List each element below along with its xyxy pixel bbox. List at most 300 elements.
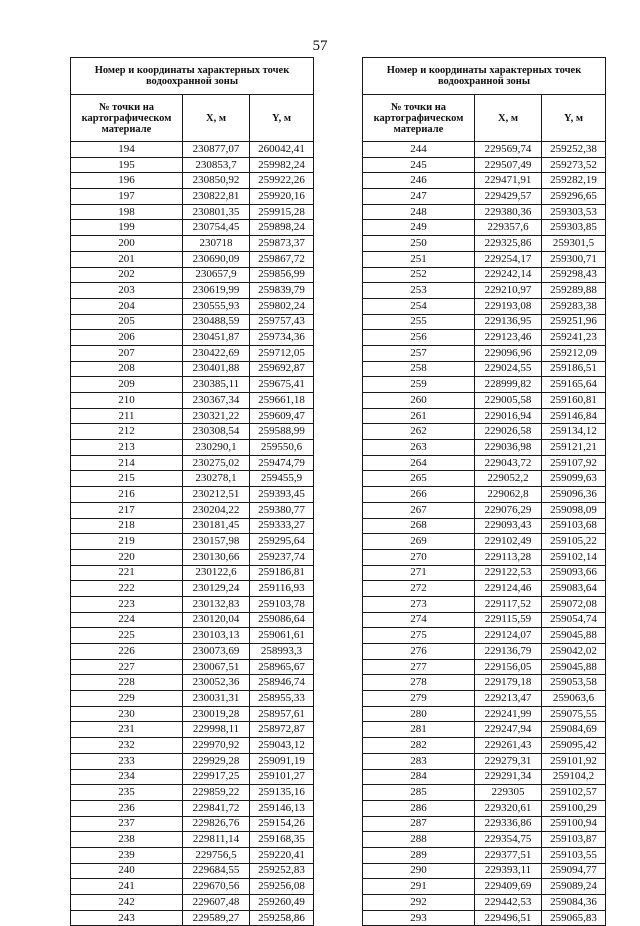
cell-x-coordinate: 230204,22 bbox=[183, 502, 250, 518]
table-row bbox=[363, 565, 606, 581]
cell-point-number: 264 bbox=[363, 455, 475, 471]
cell-y-coordinate: 259093,66 bbox=[542, 565, 606, 581]
cell-x-coordinate: 229076,29 bbox=[475, 502, 542, 518]
cell-x-coordinate: 229062,8 bbox=[475, 487, 542, 503]
table-row bbox=[363, 910, 606, 926]
table-row bbox=[363, 173, 606, 189]
table-row bbox=[363, 157, 606, 173]
table-row bbox=[71, 298, 314, 314]
table-row bbox=[363, 706, 606, 722]
cell-x-coordinate: 229113,28 bbox=[475, 549, 542, 565]
table-row bbox=[363, 596, 606, 612]
table-row bbox=[71, 565, 314, 581]
cell-point-number: 249 bbox=[363, 220, 475, 236]
cell-y-coordinate: 258993,3 bbox=[250, 644, 314, 660]
cell-y-coordinate: 259054,74 bbox=[542, 612, 606, 628]
table-row bbox=[363, 361, 606, 377]
cell-y-coordinate: 259096,36 bbox=[542, 487, 606, 503]
cell-point-number: 244 bbox=[363, 142, 475, 158]
cell-y-coordinate: 259283,38 bbox=[542, 298, 606, 314]
cell-x-coordinate: 230657,9 bbox=[183, 267, 250, 283]
column-header-x: X, м bbox=[183, 95, 250, 142]
cell-point-number: 281 bbox=[363, 722, 475, 738]
table-row bbox=[71, 785, 314, 801]
cell-y-coordinate: 259301,5 bbox=[542, 236, 606, 252]
cell-x-coordinate: 230822,81 bbox=[183, 189, 250, 205]
cell-x-coordinate: 229811,14 bbox=[183, 832, 250, 848]
cell-x-coordinate: 230754,45 bbox=[183, 220, 250, 236]
cell-y-coordinate: 259256,08 bbox=[250, 879, 314, 895]
cell-y-coordinate: 259102,14 bbox=[542, 549, 606, 565]
cell-y-coordinate: 259084,69 bbox=[542, 722, 606, 738]
cell-x-coordinate: 229124,07 bbox=[475, 628, 542, 644]
cell-x-coordinate: 229096,96 bbox=[475, 345, 542, 361]
cell-x-coordinate: 229357,6 bbox=[475, 220, 542, 236]
cell-y-coordinate: 259298,43 bbox=[542, 267, 606, 283]
cell-y-coordinate: 259084,36 bbox=[542, 895, 606, 911]
cell-point-number: 196 bbox=[71, 173, 183, 189]
cell-point-number: 251 bbox=[363, 251, 475, 267]
table-row bbox=[71, 424, 314, 440]
cell-x-coordinate: 229917,25 bbox=[183, 769, 250, 785]
cell-point-number: 221 bbox=[71, 565, 183, 581]
cell-y-coordinate: 259091,19 bbox=[250, 753, 314, 769]
cell-point-number: 245 bbox=[363, 157, 475, 173]
cell-point-number: 234 bbox=[71, 769, 183, 785]
cell-y-coordinate: 258955,33 bbox=[250, 691, 314, 707]
table-row bbox=[363, 612, 606, 628]
cell-point-number: 211 bbox=[71, 408, 183, 424]
cell-y-coordinate: 259474,79 bbox=[250, 455, 314, 471]
table-row bbox=[71, 691, 314, 707]
cell-point-number: 293 bbox=[363, 910, 475, 926]
table-row bbox=[363, 628, 606, 644]
cell-point-number: 254 bbox=[363, 298, 475, 314]
table-row bbox=[363, 785, 606, 801]
cell-point-number: 248 bbox=[363, 204, 475, 220]
table-row bbox=[363, 534, 606, 550]
coordinates-table-left bbox=[70, 57, 314, 926]
cell-x-coordinate: 229156,05 bbox=[475, 659, 542, 675]
table-row bbox=[71, 361, 314, 377]
table-row bbox=[363, 393, 606, 409]
cell-point-number: 279 bbox=[363, 691, 475, 707]
cell-y-coordinate: 259065,83 bbox=[542, 910, 606, 926]
cell-point-number: 257 bbox=[363, 345, 475, 361]
cell-point-number: 273 bbox=[363, 596, 475, 612]
cell-y-coordinate: 259086,64 bbox=[250, 612, 314, 628]
cell-x-coordinate: 229036,98 bbox=[475, 440, 542, 456]
cell-x-coordinate: 229970,92 bbox=[183, 738, 250, 754]
cell-point-number: 217 bbox=[71, 502, 183, 518]
cell-point-number: 208 bbox=[71, 361, 183, 377]
table-row bbox=[71, 440, 314, 456]
cell-y-coordinate: 259282,19 bbox=[542, 173, 606, 189]
cell-x-coordinate: 230850,92 bbox=[183, 173, 250, 189]
cell-point-number: 236 bbox=[71, 800, 183, 816]
cell-point-number: 262 bbox=[363, 424, 475, 440]
cell-point-number: 209 bbox=[71, 377, 183, 393]
cell-point-number: 268 bbox=[363, 518, 475, 534]
cell-point-number: 284 bbox=[363, 769, 475, 785]
cell-x-coordinate: 229377,51 bbox=[475, 847, 542, 863]
cell-x-coordinate: 229354,75 bbox=[475, 832, 542, 848]
table-row bbox=[363, 816, 606, 832]
cell-point-number: 213 bbox=[71, 440, 183, 456]
cell-y-coordinate: 259101,92 bbox=[542, 753, 606, 769]
table-row bbox=[71, 534, 314, 550]
table-row bbox=[363, 722, 606, 738]
table-row bbox=[363, 769, 606, 785]
cell-y-coordinate: 259098,09 bbox=[542, 502, 606, 518]
cell-x-coordinate: 229254,17 bbox=[475, 251, 542, 267]
cell-y-coordinate: 259873,37 bbox=[250, 236, 314, 252]
cell-point-number: 246 bbox=[363, 173, 475, 189]
cell-x-coordinate: 230130,66 bbox=[183, 549, 250, 565]
cell-x-coordinate: 229102,49 bbox=[475, 534, 542, 550]
table-row bbox=[363, 298, 606, 314]
cell-point-number: 206 bbox=[71, 330, 183, 346]
cell-x-coordinate: 229409,69 bbox=[475, 879, 542, 895]
cell-y-coordinate: 259107,92 bbox=[542, 455, 606, 471]
cell-point-number: 216 bbox=[71, 487, 183, 503]
table-row bbox=[71, 644, 314, 660]
cell-point-number: 259 bbox=[363, 377, 475, 393]
cell-point-number: 253 bbox=[363, 283, 475, 299]
cell-point-number: 228 bbox=[71, 675, 183, 691]
cell-x-coordinate: 230801,35 bbox=[183, 204, 250, 220]
cell-x-coordinate: 229016,94 bbox=[475, 408, 542, 424]
table-row bbox=[71, 722, 314, 738]
cell-point-number: 285 bbox=[363, 785, 475, 801]
table-row bbox=[363, 675, 606, 691]
page-number: 57 bbox=[312, 38, 328, 54]
table-row bbox=[71, 549, 314, 565]
cell-y-coordinate: 259146,84 bbox=[542, 408, 606, 424]
cell-y-coordinate: 259982,24 bbox=[250, 157, 314, 173]
cell-point-number: 204 bbox=[71, 298, 183, 314]
table-row bbox=[71, 910, 314, 926]
cell-y-coordinate: 259165,64 bbox=[542, 377, 606, 393]
table-row bbox=[363, 283, 606, 299]
cell-x-coordinate: 230385,11 bbox=[183, 377, 250, 393]
cell-x-coordinate: 229756,5 bbox=[183, 847, 250, 863]
cell-y-coordinate: 259295,64 bbox=[250, 534, 314, 550]
cell-y-coordinate: 259220,41 bbox=[250, 847, 314, 863]
cell-y-coordinate: 259042,02 bbox=[542, 644, 606, 660]
cell-y-coordinate: 259072,08 bbox=[542, 596, 606, 612]
cell-point-number: 260 bbox=[363, 393, 475, 409]
cell-x-coordinate: 229325,86 bbox=[475, 236, 542, 252]
table-row bbox=[71, 487, 314, 503]
table-row bbox=[71, 142, 314, 158]
cell-y-coordinate: 258946,74 bbox=[250, 675, 314, 691]
cell-point-number: 231 bbox=[71, 722, 183, 738]
table-row bbox=[71, 816, 314, 832]
cell-x-coordinate: 229291,34 bbox=[475, 769, 542, 785]
table-row bbox=[71, 502, 314, 518]
cell-point-number: 222 bbox=[71, 581, 183, 597]
cell-point-number: 252 bbox=[363, 267, 475, 283]
cell-y-coordinate: 259116,93 bbox=[250, 581, 314, 597]
cell-point-number: 275 bbox=[363, 628, 475, 644]
cell-y-coordinate: 259103,87 bbox=[542, 832, 606, 848]
cell-point-number: 240 bbox=[71, 863, 183, 879]
cell-point-number: 270 bbox=[363, 549, 475, 565]
cell-x-coordinate: 229569,74 bbox=[475, 142, 542, 158]
cell-y-coordinate: 259101,27 bbox=[250, 769, 314, 785]
cell-x-coordinate: 230619,99 bbox=[183, 283, 250, 299]
cell-y-coordinate: 259099,63 bbox=[542, 471, 606, 487]
cell-point-number: 238 bbox=[71, 832, 183, 848]
table-row bbox=[363, 220, 606, 236]
cell-y-coordinate: 259303,85 bbox=[542, 220, 606, 236]
cell-x-coordinate: 229320,61 bbox=[475, 800, 542, 816]
cell-y-coordinate: 259135,16 bbox=[250, 785, 314, 801]
table-row bbox=[71, 706, 314, 722]
cell-x-coordinate: 230275,02 bbox=[183, 455, 250, 471]
cell-point-number: 233 bbox=[71, 753, 183, 769]
column-header-x: X, м bbox=[475, 95, 542, 142]
cell-y-coordinate: 259043,12 bbox=[250, 738, 314, 754]
table-row bbox=[71, 769, 314, 785]
table-row bbox=[363, 738, 606, 754]
cell-y-coordinate: 259168,35 bbox=[250, 832, 314, 848]
cell-point-number: 198 bbox=[71, 204, 183, 220]
cell-x-coordinate: 230422,69 bbox=[183, 345, 250, 361]
cell-x-coordinate: 229052,2 bbox=[475, 471, 542, 487]
cell-point-number: 271 bbox=[363, 565, 475, 581]
cell-y-coordinate: 259104,2 bbox=[542, 769, 606, 785]
cell-x-coordinate: 229093,43 bbox=[475, 518, 542, 534]
cell-point-number: 278 bbox=[363, 675, 475, 691]
cell-x-coordinate: 230308,54 bbox=[183, 424, 250, 440]
cell-point-number: 265 bbox=[363, 471, 475, 487]
table-row bbox=[363, 267, 606, 283]
cell-y-coordinate: 259053,58 bbox=[542, 675, 606, 691]
cell-y-coordinate: 259712,05 bbox=[250, 345, 314, 361]
cell-x-coordinate: 229242,14 bbox=[475, 267, 542, 283]
table-row bbox=[71, 879, 314, 895]
cell-x-coordinate: 230103,13 bbox=[183, 628, 250, 644]
cell-y-coordinate: 259186,81 bbox=[250, 565, 314, 581]
cell-y-coordinate: 259212,09 bbox=[542, 345, 606, 361]
table-row bbox=[71, 596, 314, 612]
table-row bbox=[363, 753, 606, 769]
table-row bbox=[71, 518, 314, 534]
cell-y-coordinate: 259867,72 bbox=[250, 251, 314, 267]
table-row bbox=[71, 345, 314, 361]
cell-x-coordinate: 230212,51 bbox=[183, 487, 250, 503]
table-row bbox=[71, 738, 314, 754]
cell-y-coordinate: 259839,79 bbox=[250, 283, 314, 299]
table-row bbox=[363, 549, 606, 565]
cell-y-coordinate: 259303,53 bbox=[542, 204, 606, 220]
cell-x-coordinate: 229210,97 bbox=[475, 283, 542, 299]
cell-y-coordinate: 259121,21 bbox=[542, 440, 606, 456]
cell-point-number: 203 bbox=[71, 283, 183, 299]
table-row bbox=[71, 283, 314, 299]
cell-x-coordinate: 229115,59 bbox=[475, 612, 542, 628]
table-row bbox=[71, 612, 314, 628]
table-row bbox=[363, 440, 606, 456]
cell-x-coordinate: 229429,57 bbox=[475, 189, 542, 205]
cell-point-number: 277 bbox=[363, 659, 475, 675]
table-row bbox=[363, 377, 606, 393]
table-row bbox=[71, 471, 314, 487]
cell-x-coordinate: 229929,28 bbox=[183, 753, 250, 769]
table-row bbox=[71, 267, 314, 283]
cell-y-coordinate: 259045,88 bbox=[542, 659, 606, 675]
cell-y-coordinate: 259103,78 bbox=[250, 596, 314, 612]
cell-x-coordinate: 230488,59 bbox=[183, 314, 250, 330]
cell-point-number: 235 bbox=[71, 785, 183, 801]
cell-point-number: 202 bbox=[71, 267, 183, 283]
cell-x-coordinate: 229117,52 bbox=[475, 596, 542, 612]
cell-x-coordinate: 229589,27 bbox=[183, 910, 250, 926]
cell-x-coordinate: 230157,98 bbox=[183, 534, 250, 550]
table-row bbox=[71, 377, 314, 393]
cell-y-coordinate: 259588,99 bbox=[250, 424, 314, 440]
cell-point-number: 292 bbox=[363, 895, 475, 911]
cell-y-coordinate: 259146,13 bbox=[250, 800, 314, 816]
cell-y-coordinate: 259856,99 bbox=[250, 267, 314, 283]
table-row bbox=[363, 644, 606, 660]
table-row bbox=[363, 800, 606, 816]
cell-y-coordinate: 259100,29 bbox=[542, 800, 606, 816]
cell-point-number: 280 bbox=[363, 706, 475, 722]
cell-x-coordinate: 229471,91 bbox=[475, 173, 542, 189]
cell-x-coordinate: 230690,09 bbox=[183, 251, 250, 267]
cell-x-coordinate: 229136,79 bbox=[475, 644, 542, 660]
cell-y-coordinate: 259296,65 bbox=[542, 189, 606, 205]
cell-point-number: 255 bbox=[363, 314, 475, 330]
cell-y-coordinate: 259300,71 bbox=[542, 251, 606, 267]
cell-y-coordinate: 259075,55 bbox=[542, 706, 606, 722]
cell-y-coordinate: 259757,43 bbox=[250, 314, 314, 330]
cell-point-number: 194 bbox=[71, 142, 183, 158]
table-row bbox=[71, 220, 314, 236]
coordinates-table-right bbox=[362, 57, 606, 926]
cell-point-number: 229 bbox=[71, 691, 183, 707]
cell-point-number: 227 bbox=[71, 659, 183, 675]
table-row bbox=[71, 832, 314, 848]
table-row bbox=[363, 659, 606, 675]
cell-x-coordinate: 230451,87 bbox=[183, 330, 250, 346]
table-row bbox=[363, 487, 606, 503]
cell-y-coordinate: 259393,45 bbox=[250, 487, 314, 503]
cell-y-coordinate: 259061,61 bbox=[250, 628, 314, 644]
cell-point-number: 199 bbox=[71, 220, 183, 236]
cell-x-coordinate: 229279,31 bbox=[475, 753, 542, 769]
table-row bbox=[71, 753, 314, 769]
cell-x-coordinate: 230853,7 bbox=[183, 157, 250, 173]
cell-point-number: 201 bbox=[71, 251, 183, 267]
column-header-point: № точки на картографическом материале bbox=[71, 95, 183, 142]
cell-x-coordinate: 230073,69 bbox=[183, 644, 250, 660]
cell-x-coordinate: 230278,1 bbox=[183, 471, 250, 487]
cell-point-number: 258 bbox=[363, 361, 475, 377]
cell-point-number: 283 bbox=[363, 753, 475, 769]
cell-x-coordinate: 229859,22 bbox=[183, 785, 250, 801]
table-row bbox=[363, 204, 606, 220]
cell-point-number: 241 bbox=[71, 879, 183, 895]
cell-x-coordinate: 230067,51 bbox=[183, 659, 250, 675]
cell-x-coordinate: 229305 bbox=[475, 785, 542, 801]
cell-x-coordinate: 229841,72 bbox=[183, 800, 250, 816]
table-title: Номер и координаты характерных точек водоохранной зоны bbox=[71, 58, 314, 95]
table-row bbox=[363, 236, 606, 252]
cell-y-coordinate: 259661,18 bbox=[250, 393, 314, 409]
cell-x-coordinate: 230122,6 bbox=[183, 565, 250, 581]
cell-y-coordinate: 259103,68 bbox=[542, 518, 606, 534]
cell-point-number: 220 bbox=[71, 549, 183, 565]
table-row bbox=[363, 879, 606, 895]
table-row bbox=[363, 251, 606, 267]
table-row bbox=[71, 189, 314, 205]
cell-x-coordinate: 229123,46 bbox=[475, 330, 542, 346]
cell-y-coordinate: 260042,41 bbox=[250, 142, 314, 158]
table-row bbox=[363, 471, 606, 487]
table-row bbox=[71, 408, 314, 424]
table-row bbox=[363, 895, 606, 911]
cell-x-coordinate: 229998,11 bbox=[183, 722, 250, 738]
cell-point-number: 243 bbox=[71, 910, 183, 926]
table-row bbox=[363, 330, 606, 346]
table-row bbox=[363, 408, 606, 424]
cell-x-coordinate: 230401,88 bbox=[183, 361, 250, 377]
table-row bbox=[363, 502, 606, 518]
table-row bbox=[363, 832, 606, 848]
cell-x-coordinate: 229496,51 bbox=[475, 910, 542, 926]
table-row bbox=[71, 251, 314, 267]
cell-y-coordinate: 259134,12 bbox=[542, 424, 606, 440]
cell-point-number: 225 bbox=[71, 628, 183, 644]
cell-x-coordinate: 230031,31 bbox=[183, 691, 250, 707]
cell-point-number: 242 bbox=[71, 895, 183, 911]
cell-y-coordinate: 259186,51 bbox=[542, 361, 606, 377]
table-row bbox=[71, 330, 314, 346]
cell-x-coordinate: 229442,53 bbox=[475, 895, 542, 911]
cell-x-coordinate: 229380,36 bbox=[475, 204, 542, 220]
cell-y-coordinate: 259609,47 bbox=[250, 408, 314, 424]
cell-y-coordinate: 259289,88 bbox=[542, 283, 606, 299]
cell-y-coordinate: 259241,23 bbox=[542, 330, 606, 346]
cell-point-number: 269 bbox=[363, 534, 475, 550]
cell-point-number: 219 bbox=[71, 534, 183, 550]
cell-y-coordinate: 259380,77 bbox=[250, 502, 314, 518]
cell-x-coordinate: 229241,99 bbox=[475, 706, 542, 722]
cell-point-number: 223 bbox=[71, 596, 183, 612]
cell-y-coordinate: 259922,26 bbox=[250, 173, 314, 189]
cell-x-coordinate: 229826,76 bbox=[183, 816, 250, 832]
cell-x-coordinate: 229507,49 bbox=[475, 157, 542, 173]
cell-x-coordinate: 229261,43 bbox=[475, 738, 542, 754]
cell-point-number: 287 bbox=[363, 816, 475, 832]
cell-x-coordinate: 230019,28 bbox=[183, 706, 250, 722]
cell-y-coordinate: 259100,94 bbox=[542, 816, 606, 832]
cell-y-coordinate: 259455,9 bbox=[250, 471, 314, 487]
cell-point-number: 272 bbox=[363, 581, 475, 597]
cell-y-coordinate: 259160,81 bbox=[542, 393, 606, 409]
cell-x-coordinate: 230290,1 bbox=[183, 440, 250, 456]
cell-point-number: 247 bbox=[363, 189, 475, 205]
cell-y-coordinate: 259252,83 bbox=[250, 863, 314, 879]
table-row bbox=[71, 863, 314, 879]
table-title: Номер и координаты характерных точек водоохранной зоны bbox=[363, 58, 606, 95]
cell-x-coordinate: 229043,72 bbox=[475, 455, 542, 471]
cell-y-coordinate: 259550,6 bbox=[250, 440, 314, 456]
